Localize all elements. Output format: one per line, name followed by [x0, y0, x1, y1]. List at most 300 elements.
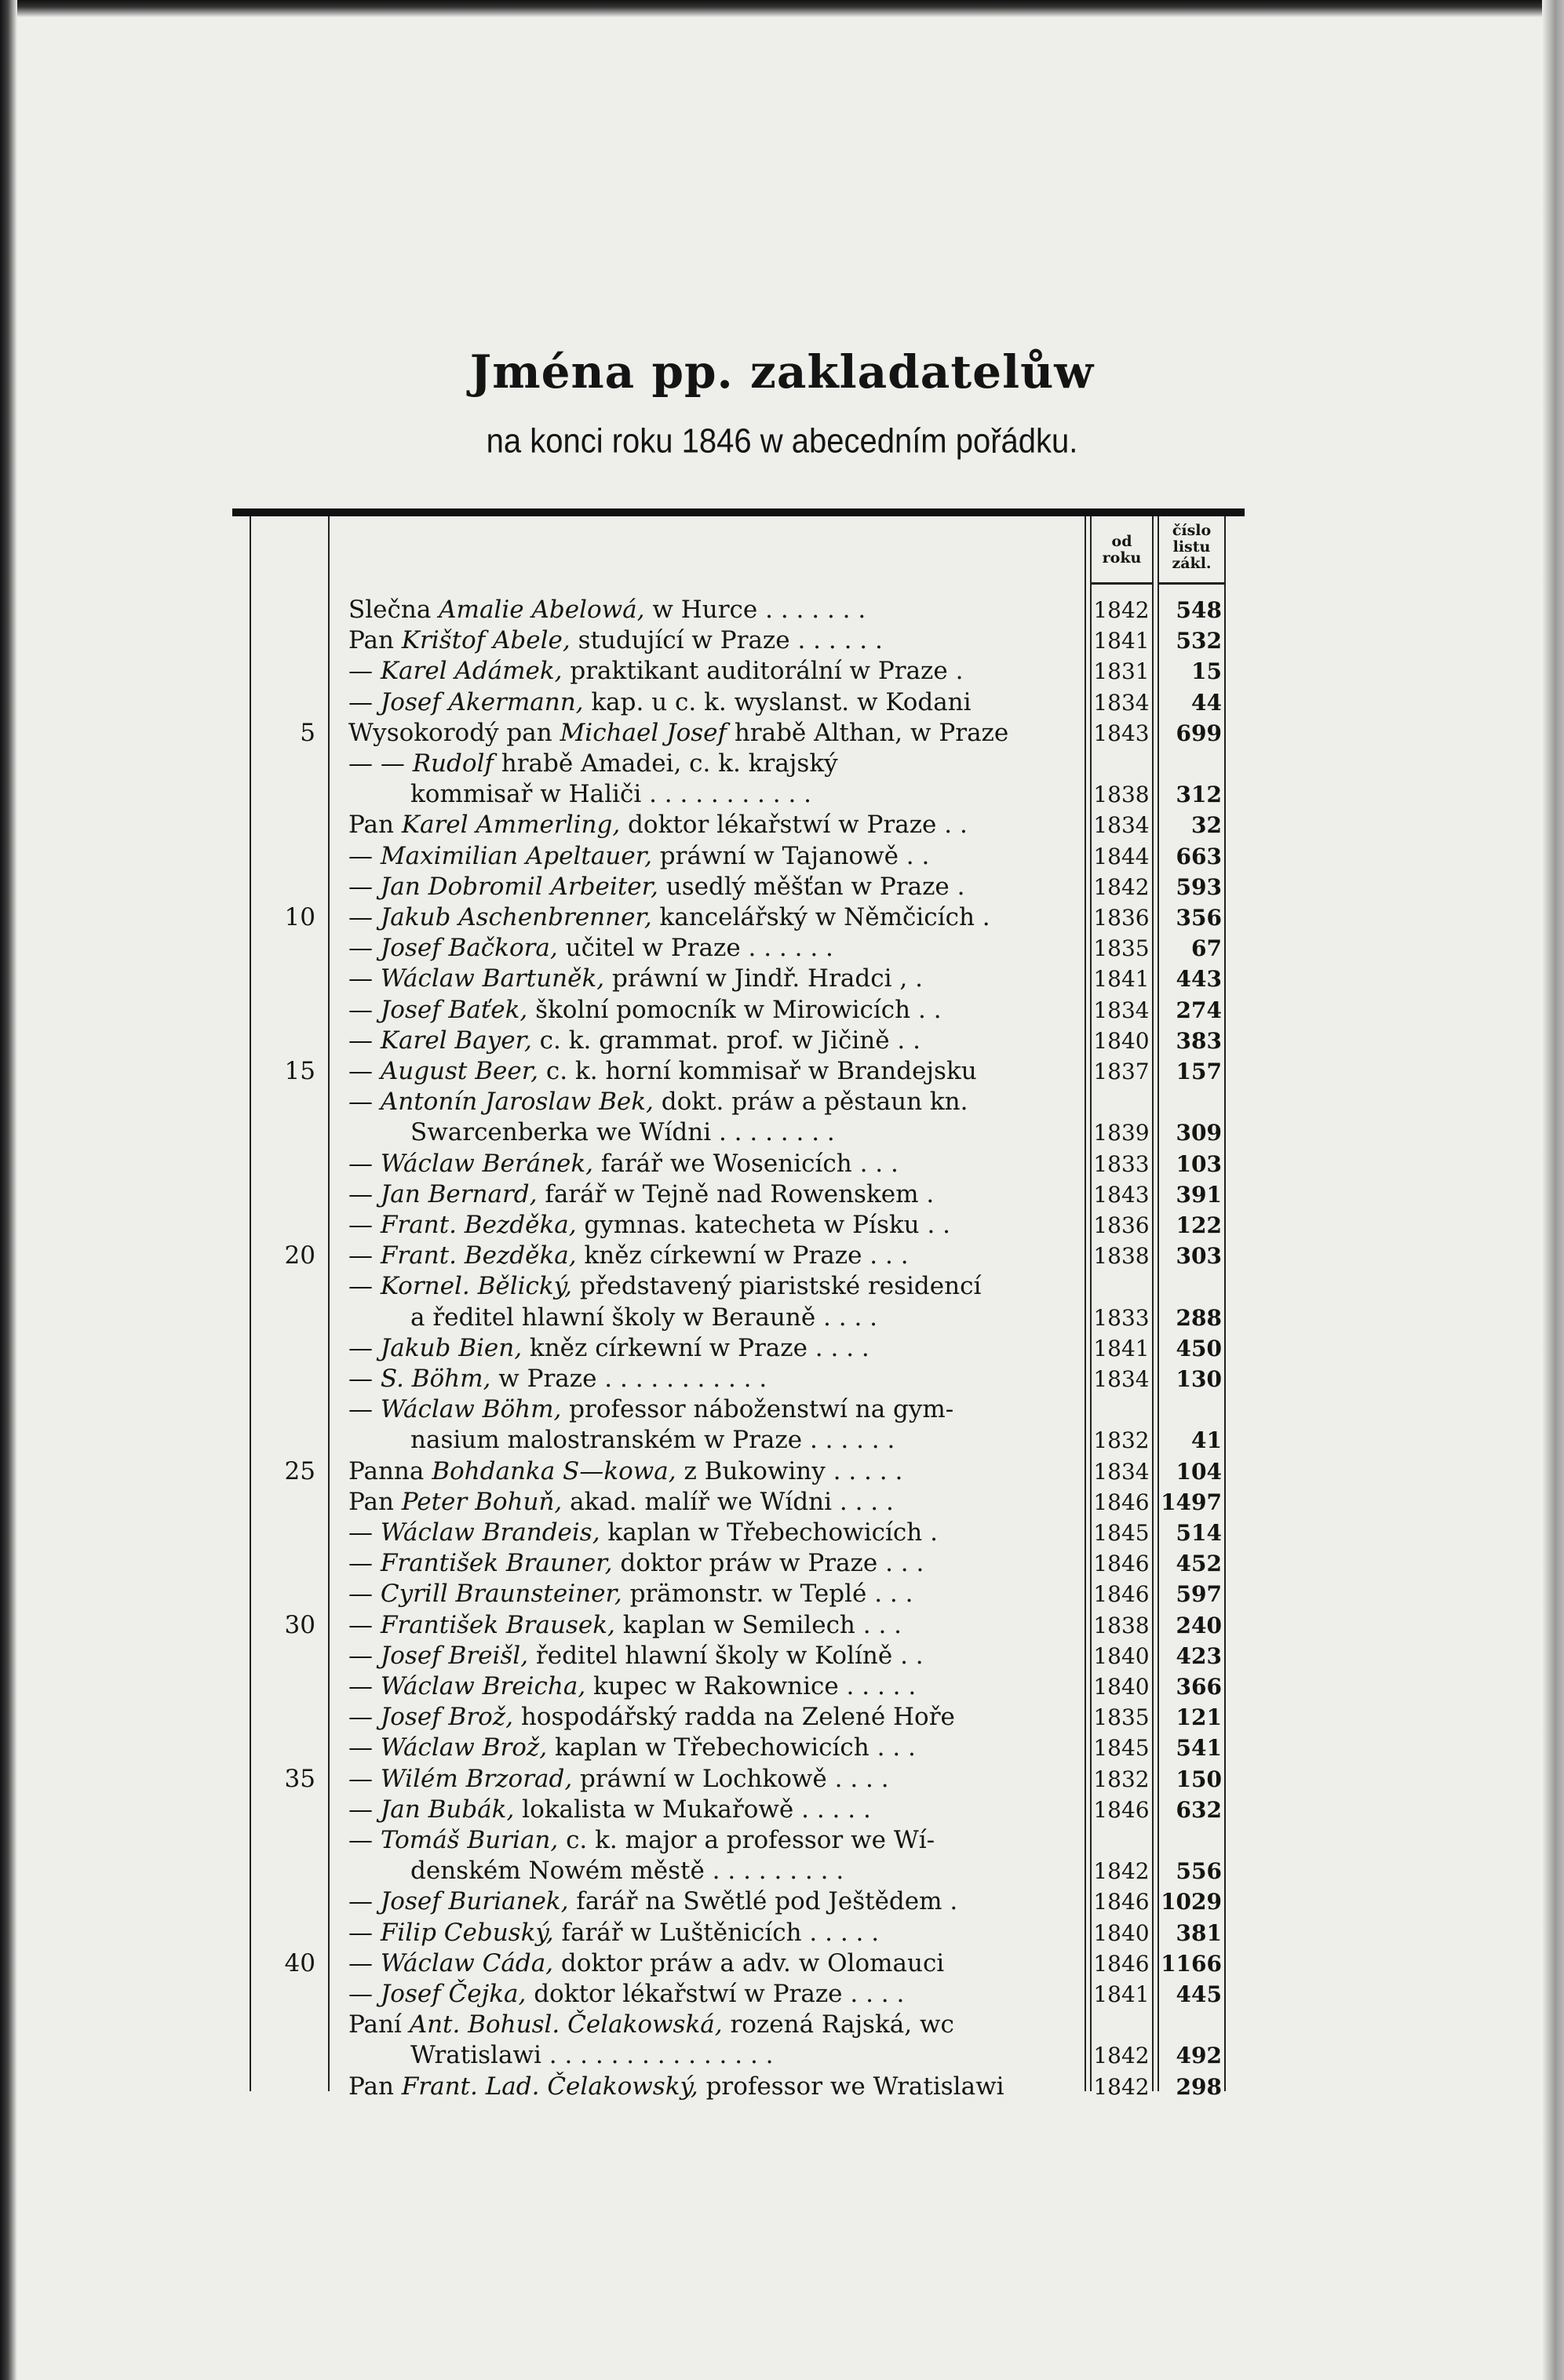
sheet-number: 356 — [1176, 905, 1222, 931]
line-number: 15 — [284, 1057, 315, 1085]
entry-text — [348, 1087, 1082, 1117]
entry-text — [348, 1271, 1082, 1302]
entry-text — [348, 2010, 1082, 2040]
entry-text — [348, 1149, 1082, 1179]
member-description: studující w Praze . . . . . . — [570, 626, 883, 655]
year-since: 1840 — [1093, 1674, 1150, 1700]
sheet-number: 240 — [1176, 1612, 1222, 1638]
year-since: 1841 — [1093, 1981, 1150, 2007]
sheet-number: 452 — [1176, 1551, 1222, 1577]
entry-text — [410, 1425, 1082, 1456]
member-name: Jan Bernard, — [380, 1179, 538, 1208]
sheet-number: 312 — [1176, 782, 1222, 808]
year-since: 1834 — [1093, 1458, 1150, 1485]
entry-prefix: — — [348, 657, 373, 686]
line-number: 35 — [284, 1764, 315, 1793]
sheet-number: 423 — [1176, 1642, 1222, 1669]
year-since: 1834 — [1093, 997, 1150, 1023]
member-name: Wilém Brzorad, — [380, 1764, 573, 1793]
entry-prefix: — — [348, 1211, 373, 1239]
entry-prefix: — — [348, 1365, 373, 1393]
table-row — [0, 718, 1564, 749]
member-description: učitel w Praze . . . . . . — [557, 934, 833, 963]
entry-text — [410, 1856, 1082, 1886]
entry-prefix: — — [348, 1703, 373, 1732]
sheet-number: 450 — [1176, 1335, 1222, 1361]
table-row — [0, 964, 1564, 994]
member-name: Amalie Abelowá, — [439, 596, 645, 624]
table-row — [0, 1117, 1564, 1148]
sheet-number: 41 — [1191, 1427, 1222, 1454]
member-name: František Brausek, — [380, 1610, 615, 1639]
member-description: kněz církewní w Praze . . . . — [522, 1333, 869, 1362]
year-since: 1841 — [1093, 1335, 1150, 1361]
header-text: od — [1111, 533, 1132, 550]
year-since: 1838 — [1093, 1612, 1150, 1638]
sheet-number: 492 — [1176, 2043, 1222, 2069]
member-description: kaplan w Třebechowicích . . . — [547, 1733, 916, 1762]
sheet-number: 597 — [1176, 1581, 1222, 1608]
entry-prefix: — — [348, 1241, 373, 1270]
table-row — [0, 933, 1564, 964]
header-text: listu — [1172, 538, 1211, 556]
year-since: 1835 — [1093, 1704, 1150, 1731]
entry-text — [348, 1548, 1082, 1579]
year-since: 1846 — [1093, 1950, 1150, 1977]
member-description: ředitel hlawní školy w Kolíně . . — [528, 1641, 924, 1670]
member-description: lokalista w Mukařowě . . . . . — [514, 1795, 871, 1824]
sheet-number: 157 — [1176, 1059, 1222, 1084]
member-description: rozená Rajská, wc — [722, 2010, 954, 2039]
member-name: Karel Adámek, — [380, 657, 563, 686]
member-description: praktikant auditorální w Praze . — [562, 657, 964, 686]
member-name: Frant. Lad. Čelakowský, — [401, 2072, 698, 2101]
year-since: 1841 — [1093, 628, 1150, 654]
entry-prefix: Pan — [348, 626, 394, 655]
sheet-number: 391 — [1176, 1181, 1222, 1208]
year-since: 1841 — [1093, 966, 1150, 993]
entry-text — [348, 1610, 1082, 1641]
table-top-rule — [232, 508, 1245, 516]
sheet-number: 556 — [1176, 1858, 1222, 1885]
entry-prefix: — — [348, 1580, 373, 1609]
member-description: nasium malostranském w Praze . . . . . . — [410, 1426, 895, 1455]
table-row — [0, 1149, 1564, 1179]
member-description: kaplan w Třebechowicích . — [600, 1518, 938, 1547]
member-name: Josef Baťek, — [380, 995, 528, 1024]
year-since: 1837 — [1093, 1059, 1150, 1084]
entry-text — [348, 1671, 1082, 1702]
entry-text — [348, 964, 1082, 994]
member-name: S. Böhm, — [380, 1365, 491, 1393]
line-number: 20 — [284, 1241, 315, 1270]
table-row — [0, 1764, 1564, 1795]
member-description: kap. u c. k. wyslanst. w Kodani — [583, 687, 972, 716]
entry-text — [348, 2072, 1082, 2102]
entry-text — [348, 1795, 1082, 1825]
member-name: Josef Brož, — [380, 1703, 513, 1732]
year-since: 1842 — [1093, 2043, 1150, 2069]
member-name: Karel Ammerling, — [401, 811, 621, 840]
table-row — [0, 1733, 1564, 1763]
year-since: 1831 — [1093, 658, 1150, 685]
entry-prefix: — — [348, 1518, 373, 1547]
year-since: 1834 — [1093, 1366, 1150, 1392]
table-row — [0, 1918, 1564, 1948]
line-number: 25 — [284, 1456, 315, 1485]
year-since: 1846 — [1093, 1796, 1150, 1823]
entry-prefix: — — [348, 964, 373, 993]
member-description: kommisař w Haliči . . . . . . . . . . . — [410, 780, 812, 809]
table-row — [0, 1671, 1564, 1702]
sheet-number: 381 — [1176, 1919, 1222, 1946]
entry-text — [348, 1733, 1082, 1763]
member-name: Wáclaw Brandeis, — [380, 1518, 600, 1547]
table-row — [0, 995, 1564, 1026]
year-since: 1846 — [1093, 1581, 1150, 1608]
member-name: Jakub Aschenbrenner, — [380, 903, 652, 931]
member-description: kupec w Rakownice . . . . . — [585, 1672, 917, 1700]
table-row — [0, 749, 1564, 779]
header-text: číslo — [1172, 522, 1212, 539]
entry-prefix: — — [348, 841, 373, 870]
entry-prefix: Pan — [348, 811, 394, 840]
entry-text — [348, 1487, 1082, 1518]
entry-text — [348, 625, 1082, 656]
year-since: 1834 — [1093, 812, 1150, 839]
table-row — [0, 1333, 1564, 1364]
entry-text — [348, 749, 1082, 779]
entry-prefix: — — [348, 872, 373, 901]
member-name: Wáclaw Brož, — [380, 1733, 548, 1762]
table-row — [0, 2010, 1564, 2040]
member-description: farář w Luštěnicích . . . . . — [553, 1918, 880, 1947]
entry-prefix: — — [348, 1395, 373, 1424]
year-since: 1836 — [1093, 1212, 1150, 1238]
sheet-number: 366 — [1176, 1674, 1222, 1700]
member-description: prämonstr. w Teplé . . . — [622, 1580, 913, 1609]
entry-text — [348, 872, 1082, 902]
member-description: kaplan w Semilech . . . — [614, 1610, 902, 1639]
entry-prefix: — — [348, 1026, 373, 1055]
table-row — [0, 841, 1564, 872]
member-description: professor náboženstwí na gym- — [561, 1395, 954, 1424]
sheet-number: 1166 — [1161, 1950, 1222, 1977]
table-row — [0, 1364, 1564, 1394]
table-row — [0, 902, 1564, 933]
member-name: Filip Cebuský, — [380, 1918, 554, 1947]
entry-prefix: Pan — [348, 1487, 394, 1516]
member-description: kancelářský w Němčicích . — [651, 903, 990, 931]
table-row — [0, 1795, 1564, 1825]
member-name: Maximilian Apeltauer, — [380, 841, 652, 870]
entry-prefix: — — [348, 903, 373, 931]
member-description: doktor práw w Praze . . . — [612, 1549, 924, 1578]
table-row — [0, 1487, 1564, 1518]
member-name: Wáclaw Bartuněk, — [380, 964, 605, 993]
sheet-number: 1497 — [1161, 1489, 1222, 1515]
member-name: Michael Josef — [560, 718, 727, 747]
member-name: Josef Akermann, — [380, 687, 584, 716]
entry-text — [348, 1764, 1082, 1795]
sheet-number: 699 — [1176, 720, 1222, 746]
table-row — [0, 1394, 1564, 1425]
sheet-number: 288 — [1176, 1304, 1222, 1331]
member-description: usedlý měšťan w Praze . — [658, 872, 965, 901]
year-since: 1843 — [1093, 1181, 1150, 1208]
entry-text — [410, 779, 1082, 810]
entry-text — [410, 2040, 1082, 2071]
header-rule — [1159, 582, 1224, 585]
member-name: Wáclaw Beránek, — [380, 1149, 594, 1178]
table-row — [0, 625, 1564, 656]
member-name: Rudolf — [412, 749, 494, 778]
year-since: 1838 — [1093, 782, 1150, 808]
table-row — [0, 2040, 1564, 2071]
line-number: 5 — [300, 718, 315, 747]
table-row — [0, 1303, 1564, 1333]
member-description: akad. malíř we Wídni . . . . — [562, 1487, 894, 1516]
member-description: z Bukowiny . . . . . — [676, 1456, 903, 1485]
entry-prefix: — — [348, 1088, 373, 1117]
sheet-number: 130 — [1176, 1366, 1222, 1392]
header-rule — [1092, 582, 1152, 585]
line-number: 10 — [284, 903, 315, 931]
member-description: dokt. práw a pěstaun kn. — [653, 1088, 968, 1117]
entry-text — [348, 1394, 1082, 1425]
year-since: 1845 — [1093, 1735, 1150, 1762]
table-row — [0, 1886, 1564, 1917]
line-number: 40 — [284, 1948, 315, 1977]
entry-text — [410, 1303, 1082, 1333]
year-since: 1842 — [1093, 597, 1150, 623]
entry-prefix: — — [348, 1980, 373, 2008]
table-row — [0, 1610, 1564, 1641]
member-name: František Brauner, — [380, 1549, 613, 1578]
sheet-number: 44 — [1191, 689, 1222, 716]
member-description: práwní w Jindř. Hradci , . — [604, 964, 923, 993]
entry-prefix: — — [348, 1764, 373, 1793]
page-subtitle: na konci roku 1846 w abecedním pořádku. — [486, 421, 1078, 461]
member-name: Tomáš Burian, — [380, 1826, 559, 1854]
entry-prefix: — — [348, 1795, 373, 1824]
year-since: 1843 — [1093, 720, 1150, 746]
year-since: 1846 — [1093, 1889, 1150, 1915]
table-row — [0, 1087, 1564, 1117]
table-row — [0, 779, 1564, 810]
entry-text — [348, 1456, 1082, 1487]
member-name: Jan Bubák, — [380, 1795, 515, 1824]
member-description: hrabě Althan, w Praze — [726, 718, 1009, 747]
table-row — [0, 810, 1564, 840]
sheet-number: 103 — [1176, 1150, 1222, 1177]
entry-text — [348, 810, 1082, 840]
entry-prefix: — — [348, 687, 373, 716]
table-row — [0, 656, 1564, 687]
table-row — [0, 1825, 1564, 1856]
sheet-number: 383 — [1176, 1027, 1222, 1054]
member-description: denském Nowém městě . . . . . . . . . — [410, 1857, 844, 1886]
member-description: gymnas. katecheta w Písku . . — [576, 1211, 951, 1239]
entry-prefix: — — [348, 1272, 373, 1301]
year-since: 1832 — [1093, 1427, 1150, 1454]
member-name: Josef Čejka, — [380, 1980, 527, 2008]
sheet-number: 303 — [1176, 1243, 1222, 1270]
entry-text — [348, 933, 1082, 964]
member-name: Frant. Bezděka, — [380, 1241, 577, 1270]
sheet-number: 309 — [1176, 1120, 1222, 1146]
header-od-roku — [1092, 534, 1152, 567]
table-row — [0, 1056, 1564, 1087]
year-since: 1846 — [1093, 1489, 1150, 1515]
entry-text — [348, 902, 1082, 933]
entry-text — [348, 1825, 1082, 1856]
year-since: 1833 — [1093, 1150, 1150, 1177]
entry-text — [348, 718, 1082, 749]
year-since: 1840 — [1093, 1642, 1150, 1669]
member-name: Jakub Bien, — [380, 1333, 523, 1362]
member-name: Bohdanka S—kowa, — [432, 1456, 676, 1485]
table-row — [0, 1518, 1564, 1548]
member-description: a ředitel hlawní školy w Berauně . . . . — [410, 1303, 878, 1332]
member-description: farář na Swětlé pod Ještědem . — [568, 1887, 958, 1916]
year-since: 1836 — [1093, 905, 1150, 931]
entry-prefix: Wysokorodý pan — [348, 718, 552, 747]
page-edge-top — [0, 0, 1564, 17]
sheet-number: 104 — [1176, 1458, 1222, 1485]
year-since: 1839 — [1093, 1120, 1150, 1146]
sheet-number: 541 — [1176, 1735, 1222, 1762]
header-text: zákl. — [1172, 555, 1212, 572]
page-title: Jména pp. zakladatelůw — [469, 345, 1095, 399]
entry-text — [348, 1026, 1082, 1056]
table-row — [0, 1979, 1564, 2010]
member-description: hrabě Amadei, c. k. krajský — [493, 749, 838, 778]
sheet-number: 443 — [1176, 966, 1222, 993]
entry-prefix: — — [348, 1733, 373, 1762]
member-name: Jan Dobromil Arbeiter, — [380, 872, 658, 901]
entry-prefix: Slečna — [348, 596, 432, 624]
table-row — [0, 1641, 1564, 1671]
sheet-number: 514 — [1176, 1520, 1222, 1546]
member-description: w Hurce . . . . . . . — [644, 596, 866, 624]
entry-prefix: — — [348, 1641, 373, 1670]
table-row — [0, 2072, 1564, 2102]
member-name: Josef Bačkora, — [380, 934, 558, 963]
sheet-number: 298 — [1176, 2073, 1222, 2100]
entry-prefix: Panna — [348, 1456, 425, 1485]
entry-prefix: Pan — [348, 2072, 394, 2101]
member-description: Wratislawi . . . . . . . . . . . . . . . — [410, 2041, 774, 2070]
sheet-number: 274 — [1176, 997, 1222, 1023]
member-name: Josef Burianek, — [380, 1887, 569, 1916]
entry-text — [348, 1702, 1082, 1733]
member-name: Peter Bohuň, — [401, 1487, 563, 1516]
member-description: doktor práw a adv. w Olomauci — [553, 1948, 945, 1977]
member-name: Frant. Bezděka, — [380, 1211, 577, 1239]
member-description: práwní w Lochkowě . . . . — [572, 1764, 889, 1793]
member-name: Ant. Bohusl. Čelakowská, — [409, 2010, 723, 2039]
sheet-number: 121 — [1176, 1704, 1222, 1731]
member-description: práwní w Tajanowě . . — [651, 841, 930, 870]
member-name: Cyrill Braunsteiner, — [380, 1580, 622, 1609]
member-name: Wáclaw Cáda, — [380, 1948, 554, 1977]
entry-prefix: — — [348, 1948, 373, 1977]
entry-prefix: Paní — [348, 2010, 402, 2039]
entry-text — [348, 995, 1082, 1026]
entry-text — [348, 1518, 1082, 1548]
entry-prefix: — — [348, 1610, 373, 1639]
member-description: professor we Wratislawi — [698, 2072, 1004, 2101]
year-since: 1835 — [1093, 935, 1150, 962]
entry-prefix: — — [348, 1672, 373, 1700]
entry-text — [348, 1056, 1082, 1087]
year-since: 1842 — [1093, 2073, 1150, 2100]
entry-prefix: — — [348, 1057, 373, 1085]
line-number: 30 — [284, 1610, 315, 1639]
entry-prefix: — — [348, 1887, 373, 1916]
member-name: Antonín Jaroslaw Bek, — [380, 1088, 654, 1117]
member-description: Swarcenberka we Wídni . . . . . . . . — [410, 1118, 835, 1147]
sheet-number: 532 — [1176, 628, 1222, 654]
sheet-number: 150 — [1176, 1766, 1222, 1792]
year-since: 1840 — [1093, 1027, 1150, 1054]
sheet-number: 67 — [1191, 935, 1222, 962]
entry-prefix: — — [348, 1549, 373, 1578]
member-description: c. k. grammat. prof. w Jičině . . — [531, 1026, 921, 1055]
table-row — [0, 1425, 1564, 1456]
year-since: 1846 — [1093, 1551, 1150, 1577]
entry-text — [348, 1579, 1082, 1609]
year-since: 1833 — [1093, 1304, 1150, 1331]
table-row — [0, 1026, 1564, 1056]
entry-text — [348, 841, 1082, 872]
table-row — [0, 1241, 1564, 1271]
entry-text — [348, 1918, 1082, 1948]
sheet-number: 445 — [1176, 1981, 1222, 2007]
table-row — [0, 1579, 1564, 1609]
entry-prefix: — — [348, 1179, 373, 1208]
member-name: Karel Bayer, — [380, 1026, 532, 1055]
table-row — [0, 1856, 1564, 1886]
member-description: farář w Tejně nad Rowenskem . — [537, 1179, 935, 1208]
table-row — [0, 1702, 1564, 1733]
member-name: August Beer, — [380, 1057, 538, 1085]
member-description: farář we Wosenicích . . . — [593, 1149, 899, 1178]
member-name: Wáclaw Böhm, — [380, 1395, 562, 1424]
year-since: 1844 — [1093, 843, 1150, 869]
member-description: školní pomocník w Mirowicích . . — [527, 995, 942, 1024]
sheet-number: 15 — [1191, 658, 1222, 685]
member-description: w Praze . . . . . . . . . . . — [490, 1365, 767, 1393]
table-row — [0, 872, 1564, 902]
entry-prefix: — — [348, 995, 373, 1024]
entry-prefix: — — [348, 1333, 373, 1362]
sheet-number: 1029 — [1161, 1889, 1222, 1915]
member-description: doktor lékařstwí w Praze . . . . — [526, 1980, 905, 2008]
sheet-number: 32 — [1191, 812, 1222, 839]
entry-text — [348, 1979, 1082, 2010]
entry-prefix: — — [348, 1826, 373, 1854]
entry-text — [348, 1948, 1082, 1979]
member-description: hospodářský radda na Zelené Hoře — [512, 1703, 955, 1732]
sheet-number: 593 — [1176, 873, 1222, 900]
table-row — [0, 687, 1564, 718]
entry-text — [348, 1641, 1082, 1671]
entry-text — [348, 1333, 1082, 1364]
sheet-number: 663 — [1176, 843, 1222, 869]
year-since: 1842 — [1093, 1858, 1150, 1885]
